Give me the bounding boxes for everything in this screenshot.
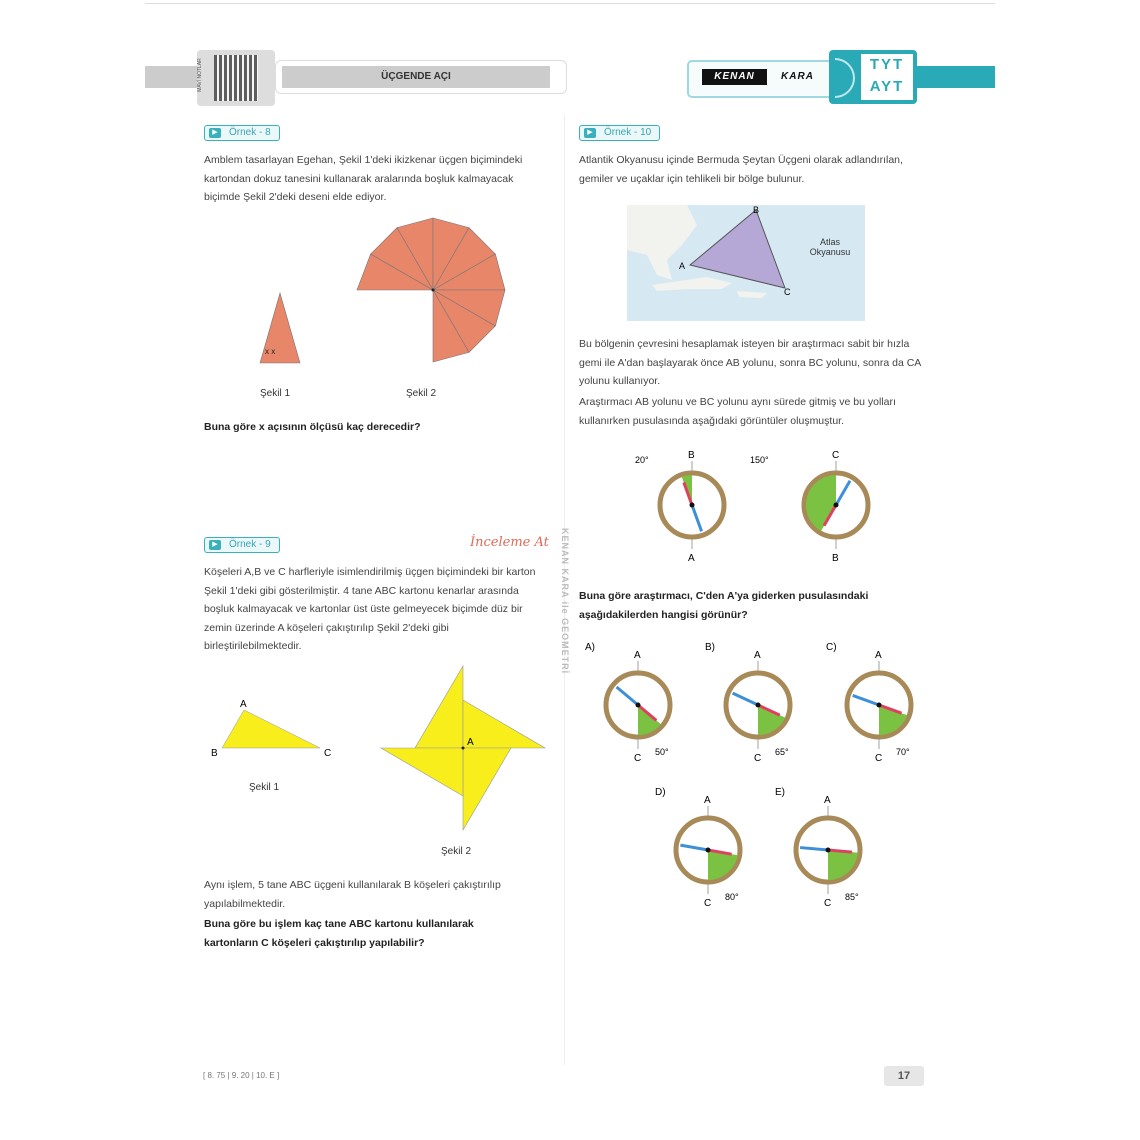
compass-top-label: A [875, 650, 882, 661]
compass-top-label: B [688, 450, 695, 461]
header-bar-right [917, 66, 995, 88]
compass-bottom-label: C [634, 753, 642, 764]
example-label-text: Örnek - 10 [604, 127, 652, 138]
compass [750, 450, 868, 564]
brand-first: KENAN [702, 69, 767, 85]
compass [606, 650, 670, 764]
bermuda-map [627, 205, 865, 321]
vertex-b-label: B [211, 748, 218, 759]
angle-wedge [828, 850, 858, 880]
section-title: ÜÇGENDE AÇI [282, 66, 550, 88]
center-dot [462, 747, 465, 750]
qr-code-icon[interactable] [214, 55, 258, 101]
example-label-text: Örnek - 9 [229, 539, 271, 550]
d-logo-icon [835, 58, 855, 98]
example-9-text2: Aynı işlem, 5 tane ABC üçgeni kullanılarak B köşeleri çakıştırılıp yapılabilmektedir. [204, 879, 501, 910]
example-10-text2: Bu bölgenin çevresini hesaplamak isteyen bir araştırmacı sabit bir hızla gemi ile A'dan başlayarak önce AB yolunu, sonra BC yolunu, sonra da CA yolunu kullanıyor. [579, 338, 921, 387]
compass-pivot [706, 848, 711, 853]
compass-top-label: C [832, 450, 840, 461]
compass-angle-label: 70° [896, 747, 910, 757]
compass-pivot [877, 703, 882, 708]
compass [796, 795, 860, 909]
angle-marks: x x [265, 347, 276, 356]
page-edge [145, 0, 995, 4]
vertex-a-label: A [240, 699, 247, 710]
example-8-figures [250, 210, 520, 380]
title-frame [275, 60, 567, 94]
compass-pivot [826, 848, 831, 853]
compass-bottom-label: A [688, 553, 695, 564]
triangle-abc [222, 710, 320, 748]
compass-bottom-label: C [754, 753, 762, 764]
example-9-label [204, 537, 280, 553]
header-bar-left [145, 66, 200, 88]
compass [676, 795, 740, 909]
compass-figures [560, 430, 940, 920]
pinwheel-figure [381, 666, 545, 830]
compass [635, 450, 724, 564]
example-9-text: Köşeleri A,B ve C harfleriyle isimlendirilmiş üçgen biçimindeki bir karton Şekil 1'deki gibi gösterilmiştir. 4 tane ABC kartonu kenarlar arasında boşluk kalmayacak ve kartonlar üst üste gelmeyecek biçimde düz bir zemin üzerinde A köşeleri çakıştırılıp Şekil 2'deki gibi birleştirilebilmektedir. [204, 566, 536, 652]
qr-side-text: MAVİ NOTLAR [196, 58, 203, 92]
option-letter: C) [826, 642, 837, 653]
center-a-label: A [467, 737, 474, 748]
compass-pivot [690, 503, 695, 508]
brand-second: KARA [781, 71, 814, 82]
vertex-c-label: C [324, 748, 332, 759]
compass-top-label: A [754, 650, 761, 661]
needle-red [828, 850, 852, 852]
page-number: 17 [884, 1066, 924, 1086]
example-9-question: Buna göre bu işlem kaç tane ABC kartonu kullanılarak kartonların C köşeleri çakıştırılıp yapılabilir? [204, 918, 474, 949]
pinwheel-triangle [463, 700, 545, 748]
pinwheel-triangle [415, 666, 463, 748]
side-text: KENAN KARA ile GEOMETRİ [560, 528, 570, 675]
option-letter: B) [705, 642, 715, 653]
compass [847, 650, 911, 764]
pinwheel-triangle [381, 748, 463, 796]
ex8-fig1-label: Şekil 1 [260, 388, 291, 399]
compass-pivot [636, 703, 641, 708]
map-c-label: C [784, 287, 791, 297]
play-icon[interactable]: ▶ [209, 540, 221, 550]
option-letter: A) [585, 642, 595, 653]
example-10-label [579, 125, 660, 141]
ex9-fig2-label: Şekil 2 [441, 846, 472, 857]
compass-top-label: A [634, 650, 641, 661]
angle-wedge [708, 850, 738, 880]
compass-bottom-label: C [875, 753, 883, 764]
series-bottom: AYT [869, 78, 905, 95]
example-label-text: Örnek - 8 [229, 127, 271, 138]
example-9-figures [200, 660, 560, 840]
series-box [861, 54, 913, 100]
compass-bottom-label: C [704, 898, 712, 909]
compass-top-label: A [704, 795, 711, 806]
example-8-question: Buna göre x açısının ölçüsü kaç derecedir? [204, 421, 421, 433]
example-8-text: Amblem tasarlayan Egehan, Şekil 1'deki ikizkenar üçgen biçimindeki kartondan dokuz tanesini kullanarak aralarında boşluk kalmayacak biçimde Şekil 2'deki deseni elde ediyor. [204, 154, 523, 203]
pinwheel-triangle [463, 748, 511, 830]
compass-bottom-label: B [832, 553, 839, 564]
example-10-question: Buna göre araştırmacı, C'den A'ya giderken pusulasındaki aşağıdakilerden hangisi görünür? [579, 590, 869, 621]
center-dot [432, 289, 435, 292]
example-8-label [204, 125, 280, 141]
answer-key: [ 8. 75 | 9. 20 | 10. E ] [203, 1071, 280, 1080]
compass-angle-label: 150° [750, 455, 769, 465]
example-10-text3: Araştırmacı AB yolunu ve BC yolunu aynı sürede gitmiş ve bu yolları kullanırken pusulasında aşağıdaki görüntüler oluşmuştur. [579, 396, 896, 427]
ex9-fig1-label: Şekil 1 [249, 782, 280, 793]
example-10-text: Atlantik Okyanusu içinde Bermuda Şeytan Üçgeni olarak adlandırılan, gemiler ve uçaklar için tehlikeli bir bölge bulunur. [579, 154, 903, 185]
series-top: TYT [869, 56, 905, 73]
compass-angle-label: 80° [725, 892, 739, 902]
map-ocean-label: Atlas Okyanusu [809, 237, 851, 257]
play-icon[interactable]: ▶ [209, 128, 221, 138]
compass-bottom-label: C [824, 898, 832, 909]
compass-top-label: A [824, 795, 831, 806]
ex8-fig2-label: Şekil 2 [406, 388, 437, 399]
handwritten-note: İnceleme At [470, 535, 549, 550]
play-icon[interactable]: ▶ [584, 128, 596, 138]
compass-angle-label: 85° [845, 892, 859, 902]
map-a-label: A [679, 261, 686, 271]
compass-angle-label: 65° [775, 747, 789, 757]
series-badge [829, 50, 917, 104]
qr-box [197, 50, 275, 106]
compass-angle-label: 20° [635, 455, 649, 465]
compass-angle-label: 50° [655, 747, 669, 757]
compass-pivot [756, 703, 761, 708]
option-letter: D) [655, 787, 666, 798]
map-b-label: B [753, 205, 760, 215]
compass [726, 650, 790, 764]
option-letter: E) [775, 787, 785, 798]
compass-pivot [834, 503, 839, 508]
